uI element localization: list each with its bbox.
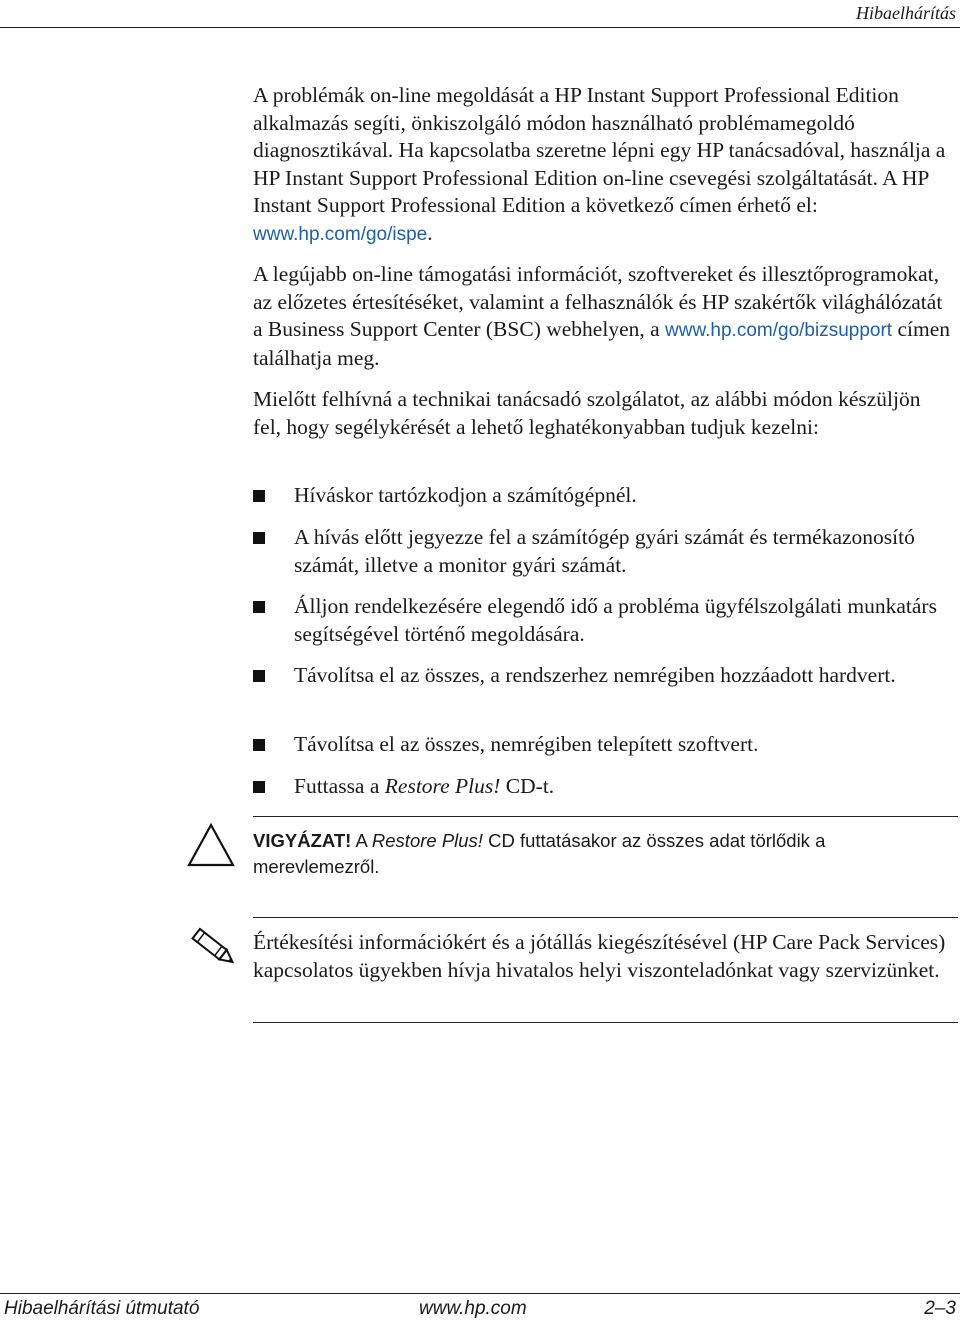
bullet-square-icon	[253, 490, 265, 502]
list-item-text	[294, 773, 954, 801]
footer-url[interactable]: www.hp.com	[419, 1298, 527, 1319]
note-bottom-rule	[253, 1022, 958, 1023]
paragraph-bsc-end: címen találhatja meg.	[253, 317, 951, 370]
list-item-prefix: Futtassa a	[294, 774, 385, 798]
bullet-square-icon	[253, 601, 265, 613]
paragraph-bsc-text: A legújabb on-line támogatási információt, szoftvereket és illesztőprogramokat, az előzetes értesítéséket, valamint a felhasználók és HP szakértők világhálózatát a Business Support Center (BSC) webhelyen, a	[253, 262, 943, 341]
ispe-link[interactable]: www.hp.com/go/ispe	[253, 223, 428, 245]
list-item-text: A hívás előtt jegyezze fel a számítógép gyári számát és termékazonosító számát, illetve a monitor gyári számát.	[294, 525, 915, 577]
footer-doc-title: Hibaelhárítási útmutató	[4, 1298, 200, 1319]
bizsupport-link[interactable]: www.hp.com/go/bizsupport	[665, 320, 893, 341]
caution-block	[253, 828, 953, 880]
paragraph-ispe-end: .	[427, 220, 433, 245]
footer-page-number: 2–3	[924, 1298, 956, 1319]
caution-label: VIGYÁZAT!	[253, 830, 352, 851]
bullet-square-icon	[253, 670, 265, 682]
list-item-text: Álljon rendelkezésére elegendő idő a probléma ügyfélszolgálati munkatárs segítségével történő megoldására.	[294, 594, 937, 646]
paragraph-ispe-text: A problémák on-line megoldását a HP Instant Support Professional Edition alkalmazás segíti, önkiszolgáló módon használható problémamegoldó diagnosztikával. Ha kapcsolatba szeretne lépni egy HP tanácsadóval, használja a HP Instant Support Professional Edition on-line csevegési szolgáltatását. A HP Instant Support Professional Edition a következő címen érhető el:	[253, 83, 946, 217]
bullet-square-icon	[253, 739, 265, 751]
list-item-text: Híváskor tartózkodjon a számítógépnél.	[294, 483, 637, 507]
list-item-text: Távolítsa el az összes, nemrégiben telepített szoftvert.	[294, 732, 759, 756]
note-text: Értékesítési információkért és a jótállás kiegészítésével (HP Care Pack Services) kapcsolatos ügyekben hívja hivatalos helyi viszonteladónkat vagy szervizünket.	[253, 930, 946, 982]
caution-pre: A	[351, 830, 372, 851]
paragraph-bsc	[253, 261, 953, 372]
paragraph-prepare: Mielőtt felhívná a technikai tanácsadó szolgálatot, az alábbi módon készüljön fel, hogy segélykérését a lehető leghatékonyabban tudjuk kezelni:	[253, 387, 921, 439]
header-divider	[0, 27, 960, 28]
bullet-square-icon	[253, 532, 265, 544]
list-item-suffix: CD-t.	[500, 774, 555, 798]
bullet-square-icon	[253, 781, 265, 793]
note-top-rule	[253, 917, 958, 918]
pencil-note-icon	[184, 922, 240, 970]
caution-triangle-icon	[186, 822, 236, 868]
running-header: Hibaelhárítás	[855, 3, 956, 23]
caution-text: CD futtatásakor az összes adat törlődik a merevlemezről.	[253, 830, 826, 877]
paragraph-ispe	[253, 82, 953, 248]
footer-divider	[0, 1293, 960, 1294]
list-item-text: Távolítsa el az összes, a rendszerhez nemrégiben hozzáadott hardvert.	[294, 663, 896, 687]
caution-italic: Restore Plus!	[371, 830, 483, 851]
list-item-italic: Restore Plus!	[384, 774, 501, 798]
caution-top-rule	[253, 816, 958, 817]
